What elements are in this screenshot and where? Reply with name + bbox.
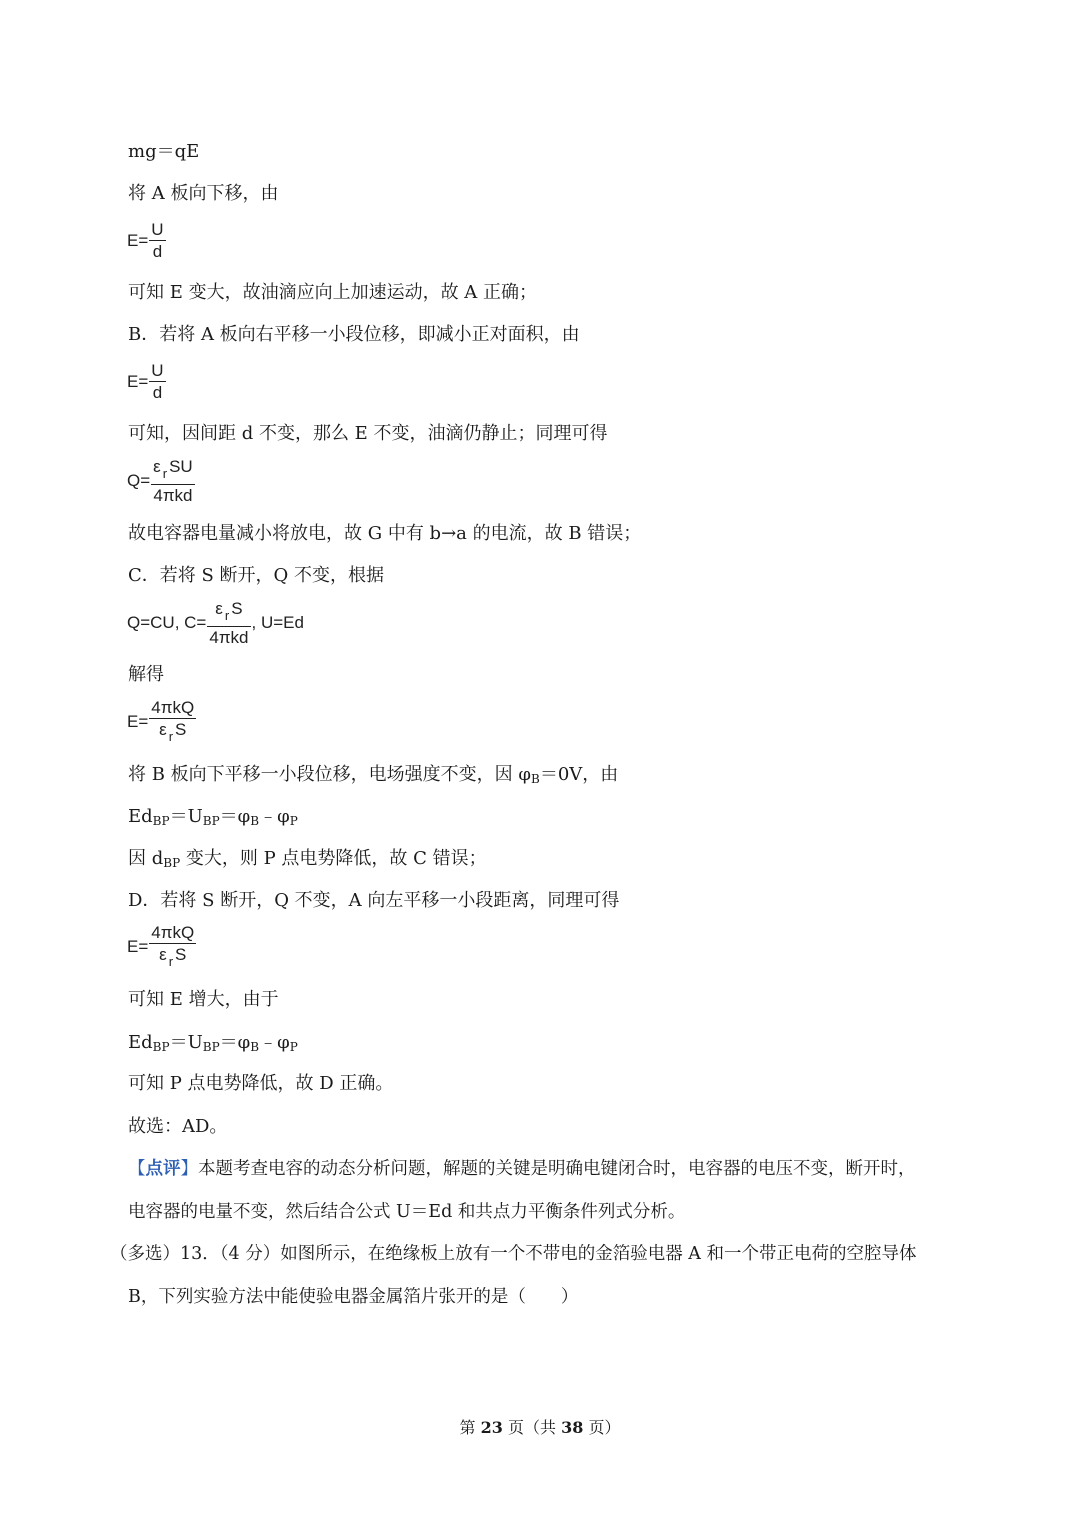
- formula-e-4pikq: E= $\frac{\text{4πkQ}}{\varepsilon _r S}$: [127, 698, 195, 744]
- text-line: 可知 E 变大，故油滴应向上加速运动，故 A 正确；: [128, 282, 538, 303]
- text-line: C．若将 S 断开，Q 不变，根据: [128, 565, 385, 586]
- text-line: B．若将 A 板向右平移一小段位移，即减小正对面积，由: [128, 324, 580, 345]
- formula-q-cu-c-u-ed: Q=CU, C= $\frac{\varepsilon _r S}{\text{4πkd}}$ , U=Ed: [127, 599, 304, 647]
- formula-q-eps-su: Q= $\frac{\varepsilon _r SU}{\text{4πkd}}$: [127, 457, 193, 505]
- comment-paragraph-cont: 电容器的电量不变，然后结合公式 U＝Ed 和共点力平衡条件列式分析。: [128, 1202, 686, 1222]
- text-line: 将 B 板向下平移一小段位移，电场强度不变，因 $\varphi_B=0V$，由: [128, 764, 619, 786]
- text-line: 可知 P 点电势降低，故 D 正确。: [128, 1073, 394, 1094]
- equation-ed-bp: $Ed_{BP}=U_{BP}=\varphi_B﹣\varphi_P$: [128, 806, 298, 828]
- text-line: D．若将 S 断开，Q 不变，A 向左平移一小段距离，同理可得: [128, 890, 620, 911]
- text-line: 可知，因间距 d 不变，那么 E 不变，油滴仍静止；同理可得: [128, 423, 608, 444]
- text-line: 因 $d_{BP}$ 变大，则 P 点电势降低，故 C 错误；: [128, 848, 487, 870]
- text-line: 可知 E 增大，由于: [128, 989, 279, 1010]
- question-13-line1: （多选）13．（4 分）如图所示，在绝缘板上放有一个不带电的金箔验电器 A 和一个带正电荷的空腔导体: [110, 1244, 917, 1264]
- text-line: 解得: [128, 664, 164, 685]
- question-13-line2: B，下列实验方法中能使验电器金属箔片张开的是（ ）: [128, 1287, 579, 1307]
- formula-e-4pikq: E= $\frac{\text{4πkQ}}{\varepsilon _r S}$: [127, 923, 195, 969]
- answer-line: 故选：AD。: [128, 1116, 228, 1137]
- formula-e-u-over-d: E= $\frac{U}{d}$: [127, 220, 164, 261]
- page-footer: 第 23 页（共 38 页）: [459, 1418, 621, 1437]
- page-number: 23: [480, 1418, 503, 1437]
- text-line: 将 A 板向下移，由: [128, 183, 279, 204]
- comment-paragraph: 【点评】本题考查电容的动态分析问题，解题的关键是明确电键闭合时，电容器的电压不变，断开时，: [128, 1159, 916, 1179]
- page-total: 38: [561, 1418, 584, 1437]
- formula-e-u-over-d: E= $\frac{U}{d}$: [127, 361, 164, 402]
- comment-tag: 点评: [145, 1159, 181, 1179]
- equation-mg-qe: mg＝qE: [128, 141, 200, 162]
- equation-ed-bp: $Ed_{BP}=U_{BP}=\varphi_B﹣\varphi_P$: [128, 1032, 298, 1054]
- text-line: 故电容器电量减小将放电，故 G 中有 b→a 的电流，故 B 错误；: [128, 523, 642, 544]
